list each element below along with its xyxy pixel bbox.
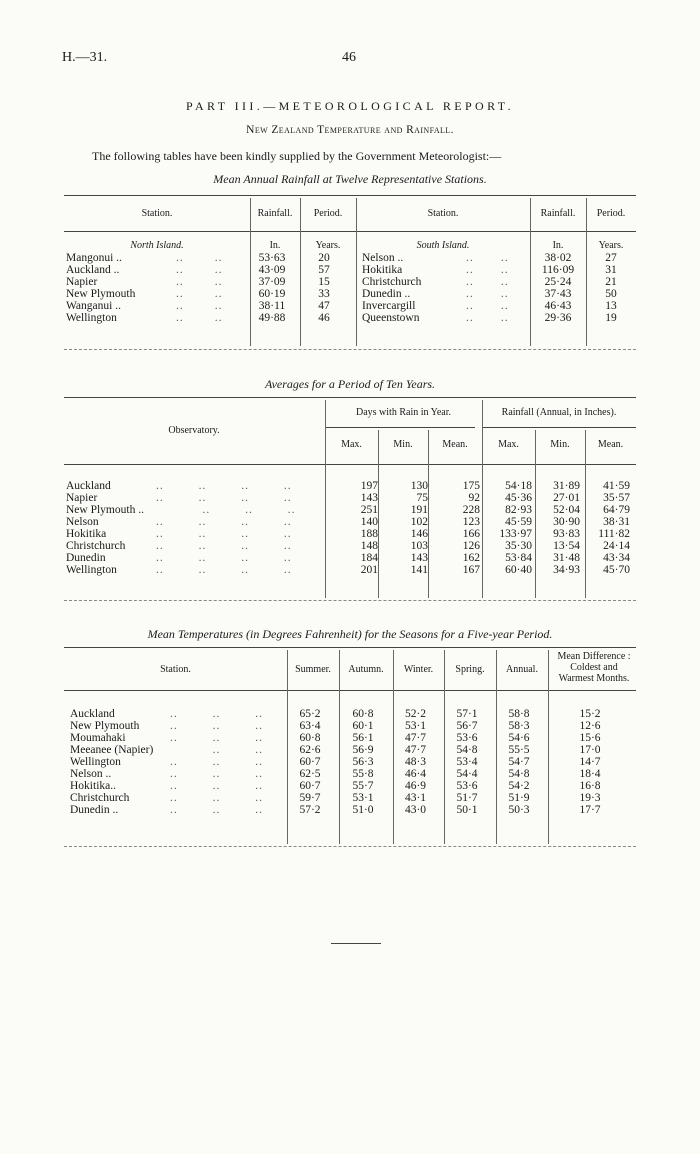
table2-bottom-rule bbox=[64, 600, 636, 601]
rain-max: 53·84 bbox=[505, 552, 532, 564]
table-row: Auckland .. .. .. .. 197 130 175 54·18 31·89 41·59 bbox=[66, 480, 630, 492]
table2-header-rainfall: Rainfall (Annual, in Inches). bbox=[501, 407, 617, 418]
spring-temp: 51·7 bbox=[456, 792, 478, 804]
winter-temp: 53·1 bbox=[404, 720, 427, 732]
table1-header-station-south: Station. bbox=[427, 208, 459, 219]
table-row: Dunedin .. .. .. .. 57·2 51·0 43·0 50·1 50·3 17·7 bbox=[70, 804, 635, 816]
period-value: 33 bbox=[318, 288, 330, 300]
days-min: 143 bbox=[410, 552, 428, 564]
table2-rain-rule bbox=[482, 427, 636, 428]
subtitle: New Zealand Temperature and Rainfall. bbox=[246, 124, 454, 136]
days-max: 148 bbox=[360, 540, 378, 552]
station-name: New Plymouth bbox=[66, 288, 136, 300]
summer-temp: 62·5 bbox=[299, 768, 321, 780]
observatory-name: Nelson bbox=[66, 516, 99, 528]
annual-temp: 50·3 bbox=[508, 804, 530, 816]
table3-header-autumn: Autumn. bbox=[348, 664, 384, 675]
rain-min: 27·01 bbox=[553, 492, 580, 504]
table2-header-days: Days with Rain in Year. bbox=[356, 407, 451, 418]
rainfall-value: 46·43 bbox=[544, 300, 572, 312]
table3-header-station: Station. bbox=[160, 664, 191, 675]
table2-title: Averages for a Period of Ten Years. bbox=[264, 377, 436, 391]
document-reference: H.—31. bbox=[62, 50, 108, 65]
days-max: 197 bbox=[360, 480, 378, 492]
annual-temp: 54·2 bbox=[508, 780, 530, 792]
page-number: 46 bbox=[342, 50, 356, 65]
table-row: Hokitika .. .. 116·09 31 bbox=[362, 264, 636, 276]
winter-temp: 46·9 bbox=[404, 780, 427, 792]
mean-difference: 16·8 bbox=[579, 780, 601, 792]
rain-mean: 24·14 bbox=[603, 540, 630, 552]
table2-rows bbox=[66, 480, 630, 576]
rain-mean: 35·57 bbox=[603, 492, 630, 504]
days-min: 130 bbox=[410, 480, 428, 492]
table-row: Wellington .. .. 49·88 46 bbox=[66, 312, 352, 324]
table1-header-rule bbox=[64, 231, 636, 232]
autumn-temp: 60·8 bbox=[352, 708, 374, 720]
south-unit-years: Years. bbox=[598, 240, 624, 251]
days-max: 184 bbox=[360, 552, 378, 564]
header-line: Coldest and bbox=[570, 662, 618, 673]
north-unit-inches: In. bbox=[269, 240, 281, 251]
table2-top-rule bbox=[64, 397, 636, 398]
period-value: 47 bbox=[318, 300, 330, 312]
rain-mean: 111·82 bbox=[598, 528, 630, 540]
days-max: 143 bbox=[360, 492, 378, 504]
table-row: New Plymouth .. .. .. .. 251 191 228 82·93 52·04 64·79 bbox=[66, 504, 630, 516]
observatory-name: Dunedin bbox=[66, 552, 106, 564]
table2-header-observatory: Observatory. bbox=[168, 425, 220, 436]
period-value: 57 bbox=[318, 264, 330, 276]
north-unit-years: Years. bbox=[315, 240, 341, 251]
annual-temp: 54·8 bbox=[508, 768, 530, 780]
observatory-name: Hokitika bbox=[66, 528, 107, 540]
spring-temp: 56·7 bbox=[456, 720, 478, 732]
table3-title: Mean Temperatures (in Degrees Fahrenheit) for the Seasons for a Five-year Period. bbox=[147, 627, 553, 641]
rain-min: 52·04 bbox=[553, 504, 580, 516]
summer-temp: 60·8 bbox=[299, 732, 321, 744]
rainfall-value: 25·24 bbox=[544, 276, 572, 288]
table-row: Dunedin .. .. .. 37·43 50 bbox=[362, 288, 636, 300]
winter-temp: 43·1 bbox=[404, 792, 427, 804]
table-row: Christchurch .. .. 25·24 21 bbox=[362, 276, 636, 288]
rainfall-value: 60·19 bbox=[258, 288, 286, 300]
days-min: 191 bbox=[410, 504, 428, 516]
table-row: Napier .. .. .. .. 143 75 92 45·36 27·01 35·57 bbox=[66, 492, 630, 504]
rainfall-value: 29·36 bbox=[544, 312, 572, 324]
station-name: Wellington bbox=[66, 312, 117, 324]
station-name: Christchurch bbox=[70, 792, 130, 804]
table3-header-mean-difference bbox=[548, 651, 640, 684]
days-min: 103 bbox=[410, 540, 428, 552]
station-name: Moumahaki bbox=[70, 732, 126, 744]
autumn-temp: 51·0 bbox=[352, 804, 374, 816]
spring-temp: 57·1 bbox=[456, 708, 478, 720]
table3-top-rule bbox=[64, 647, 636, 648]
station-name: Queenstown bbox=[362, 312, 420, 324]
table-row: Hokitika .. .. .. .. 188 146 166 133·97 93·83 111·82 bbox=[66, 528, 630, 540]
days-mean: 123 bbox=[462, 516, 480, 528]
table2-days-rule bbox=[325, 427, 475, 428]
table1-top-rule bbox=[64, 195, 636, 196]
table2-header-rain-mean: Mean. bbox=[597, 439, 624, 450]
autumn-temp: 53·1 bbox=[352, 792, 374, 804]
spring-temp: 53·4 bbox=[456, 756, 478, 768]
table1-north-rows bbox=[66, 252, 352, 324]
station-name: Mangonui .. bbox=[66, 252, 122, 264]
spring-temp: 54·8 bbox=[456, 744, 478, 756]
table1-title: Mean Annual Rainfall at Twelve Representative Stations. bbox=[213, 172, 487, 186]
observatory-name: Napier bbox=[66, 492, 98, 504]
part-title: PART III.—METEOROLOGICAL REPORT. bbox=[185, 99, 515, 113]
table1-header-rainfall-north: Rainfall. bbox=[257, 208, 293, 219]
summer-temp: 63·4 bbox=[299, 720, 321, 732]
station-name: Dunedin .. bbox=[70, 804, 119, 816]
intro-text: The following tables have been kindly supplied by the Government Meteorologist:— bbox=[92, 149, 502, 163]
annual-temp: 55·5 bbox=[508, 744, 530, 756]
header-line: Mean Difference : bbox=[557, 651, 631, 662]
end-rule bbox=[331, 943, 381, 944]
rainfall-value: 38·11 bbox=[258, 300, 286, 312]
table-row: Dunedin .. .. .. .. 184 143 162 53·84 31·48 43·34 bbox=[66, 552, 630, 564]
table-row: Christchurch .. .. .. 59·7 53·1 43·1 51·7 51·9 19·3 bbox=[70, 792, 635, 804]
period-value: 20 bbox=[318, 252, 330, 264]
station-name: Nelson .. bbox=[70, 768, 112, 780]
annual-temp: 58·8 bbox=[508, 708, 530, 720]
winter-temp: 47·7 bbox=[404, 732, 427, 744]
rainfall-value: 38·02 bbox=[544, 252, 572, 264]
table1-header-station-north: Station. bbox=[141, 208, 173, 219]
mean-difference: 15·2 bbox=[579, 708, 601, 720]
station-name: Dunedin .. bbox=[362, 288, 411, 300]
summer-temp: 65·2 bbox=[299, 708, 321, 720]
rain-max: 82·93 bbox=[505, 504, 532, 516]
table2-header-days-mean: Mean. bbox=[442, 439, 468, 450]
winter-temp: 52·2 bbox=[404, 708, 427, 720]
rain-max: 35·30 bbox=[505, 540, 532, 552]
days-mean: 162 bbox=[462, 552, 480, 564]
table-row: Nelson .. .. .. 38·02 27 bbox=[362, 252, 636, 264]
spring-temp: 53·6 bbox=[456, 732, 478, 744]
table-row: Nelson .. .. .. .. 140 102 123 45·59 30·90 38·31 bbox=[66, 516, 630, 528]
table3-rows bbox=[70, 708, 635, 816]
period-value: 31 bbox=[605, 264, 617, 276]
rainfall-value: 49·88 bbox=[258, 312, 286, 324]
rain-mean: 43·34 bbox=[603, 552, 630, 564]
rain-max: 133·97 bbox=[499, 528, 532, 540]
summer-temp: 60·7 bbox=[299, 780, 321, 792]
summer-temp: 59·7 bbox=[299, 792, 321, 804]
station-name: New Plymouth bbox=[70, 720, 140, 732]
winter-temp: 48·3 bbox=[404, 756, 427, 768]
rain-mean: 38·31 bbox=[603, 516, 630, 528]
days-min: 141 bbox=[410, 564, 428, 576]
station-name: Auckland bbox=[70, 708, 115, 720]
observatory-name: Christchurch bbox=[66, 540, 126, 552]
table-row: New Plymouth .. .. 60·19 33 bbox=[66, 288, 352, 300]
rain-min: 31·89 bbox=[553, 480, 580, 492]
station-name: Nelson .. bbox=[362, 252, 404, 264]
mean-difference: 18·4 bbox=[579, 768, 601, 780]
rain-min: 30·90 bbox=[553, 516, 580, 528]
rain-max: 45·59 bbox=[505, 516, 532, 528]
period-value: 19 bbox=[605, 312, 617, 324]
autumn-temp: 55·7 bbox=[352, 780, 374, 792]
winter-temp: 46·4 bbox=[404, 768, 427, 780]
table-row: Meeanee (Napier) .. .. 62·6 56·9 47·7 54·8 55·5 17·0 bbox=[70, 744, 635, 756]
table3-header-spring: Spring. bbox=[455, 664, 485, 675]
summer-temp: 62·6 bbox=[299, 744, 321, 756]
winter-temp: 47·7 bbox=[404, 744, 427, 756]
table1-divider bbox=[356, 198, 357, 346]
days-min: 146 bbox=[410, 528, 428, 540]
days-min: 75 bbox=[416, 492, 428, 504]
table-row: Auckland .. .. .. 43·09 57 bbox=[66, 264, 352, 276]
mean-difference: 17·7 bbox=[579, 804, 601, 816]
period-value: 21 bbox=[605, 276, 617, 288]
observatory-name: Wellington bbox=[66, 564, 117, 576]
station-name: Invercargill bbox=[362, 300, 416, 312]
summer-temp: 57·2 bbox=[299, 804, 321, 816]
rain-max: 54·18 bbox=[505, 480, 532, 492]
period-value: 13 bbox=[605, 300, 617, 312]
table-row: Wanganui .. .. .. 38·11 47 bbox=[66, 300, 352, 312]
rainfall-value: 53·63 bbox=[258, 252, 286, 264]
station-name: Wellington bbox=[70, 756, 121, 768]
station-name: Meeanee (Napier) bbox=[70, 744, 154, 756]
table-row: Wellington .. .. .. 60·7 56·3 48·3 53·4 54·7 14·7 bbox=[70, 756, 635, 768]
table2-header-days-max: Max. bbox=[341, 439, 362, 450]
annual-temp: 54·7 bbox=[508, 756, 530, 768]
station-name: Christchurch bbox=[362, 276, 422, 288]
rain-min: 13·54 bbox=[553, 540, 580, 552]
table-row: Queenstown .. .. 29·36 19 bbox=[362, 312, 636, 324]
table-row: Auckland .. .. .. 65·2 60·8 52·2 57·1 58·8 15·2 bbox=[70, 708, 635, 720]
table-row: Mangonui .. .. .. 53·63 20 bbox=[66, 252, 352, 264]
days-mean: 126 bbox=[462, 540, 480, 552]
days-max: 140 bbox=[360, 516, 378, 528]
summer-temp: 60·7 bbox=[299, 756, 321, 768]
days-mean: 228 bbox=[462, 504, 480, 516]
rain-min: 93·83 bbox=[553, 528, 580, 540]
rain-mean: 64·79 bbox=[603, 504, 630, 516]
annual-temp: 58·3 bbox=[508, 720, 530, 732]
rain-max: 60·40 bbox=[505, 564, 532, 576]
station-name: Auckland .. bbox=[66, 264, 120, 276]
header-line: Warmest Months. bbox=[558, 673, 630, 684]
rain-mean: 41·59 bbox=[603, 480, 630, 492]
days-mean: 167 bbox=[462, 564, 480, 576]
mean-difference: 15·6 bbox=[579, 732, 601, 744]
table3-header-rule bbox=[64, 690, 636, 691]
south-unit-inches: In. bbox=[552, 240, 564, 251]
autumn-temp: 60·1 bbox=[352, 720, 374, 732]
table2-header-rain-min: Min. bbox=[550, 439, 570, 450]
spring-temp: 53·6 bbox=[456, 780, 478, 792]
table-row: Wellington .. .. .. .. 201 141 167 60·40 34·93 45·70 bbox=[66, 564, 630, 576]
rain-min: 31·48 bbox=[553, 552, 580, 564]
days-mean: 92 bbox=[468, 492, 480, 504]
rainfall-value: 37·43 bbox=[544, 288, 572, 300]
autumn-temp: 55·8 bbox=[352, 768, 374, 780]
period-value: 27 bbox=[605, 252, 617, 264]
days-max: 188 bbox=[360, 528, 378, 540]
mean-difference: 14·7 bbox=[579, 756, 601, 768]
rainfall-value: 37·09 bbox=[258, 276, 286, 288]
days-mean: 175 bbox=[462, 480, 480, 492]
table1-header-rainfall-south: Rainfall. bbox=[540, 208, 576, 219]
annual-temp: 54·6 bbox=[508, 732, 530, 744]
table-row: Hokitika.. .. .. .. 60·7 55·7 46·9 53·6 54·2 16·8 bbox=[70, 780, 635, 792]
table-row: Christchurch .. .. .. .. 148 103 126 35·30 13·54 24·14 bbox=[66, 540, 630, 552]
autumn-temp: 56·3 bbox=[352, 756, 374, 768]
period-value: 46 bbox=[318, 312, 330, 324]
observatory-name: New Plymouth .. bbox=[66, 504, 144, 516]
table-row: Invercargill .. .. 46·43 13 bbox=[362, 300, 636, 312]
table-row: Nelson .. .. .. .. 62·5 55·8 46·4 54·4 54·8 18·4 bbox=[70, 768, 635, 780]
mean-difference: 17·0 bbox=[579, 744, 601, 756]
station-name: Hokitika.. bbox=[70, 780, 116, 792]
days-max: 251 bbox=[360, 504, 378, 516]
rain-min: 34·93 bbox=[553, 564, 580, 576]
table3-header-annual: Annual. bbox=[506, 664, 538, 675]
observatory-name: Auckland bbox=[66, 480, 111, 492]
table-row: New Plymouth .. .. .. 63·4 60·1 53·1 56·7 58·3 12·6 bbox=[70, 720, 635, 732]
table3-header-summer: Summer. bbox=[295, 664, 331, 675]
table1-bottom-rule bbox=[64, 349, 636, 350]
table1-header-period-north: Period. bbox=[313, 208, 343, 219]
station-name: Hokitika bbox=[362, 264, 403, 276]
autumn-temp: 56·1 bbox=[352, 732, 374, 744]
mean-difference: 12·6 bbox=[579, 720, 601, 732]
table1-header-period-south: Period. bbox=[596, 208, 626, 219]
table-row: Moumahaki .. .. .. 60·8 56·1 47·7 53·6 54·6 15·6 bbox=[70, 732, 635, 744]
days-mean: 166 bbox=[462, 528, 480, 540]
rainfall-value: 43·09 bbox=[258, 264, 286, 276]
south-island-label: South Island. bbox=[416, 240, 470, 251]
north-island-label: North Island. bbox=[130, 240, 184, 251]
mean-difference: 19·3 bbox=[579, 792, 601, 804]
table-row: Napier .. .. 37·09 15 bbox=[66, 276, 352, 288]
table3-header-winter: Winter. bbox=[403, 664, 434, 675]
spring-temp: 54·4 bbox=[456, 768, 478, 780]
annual-temp: 51·9 bbox=[508, 792, 530, 804]
winter-temp: 43·0 bbox=[404, 804, 427, 816]
spring-temp: 50·1 bbox=[456, 804, 478, 816]
rainfall-value: 116·09 bbox=[541, 264, 575, 276]
rain-mean: 45·70 bbox=[603, 564, 630, 576]
station-name: Napier bbox=[66, 276, 98, 288]
period-value: 50 bbox=[605, 288, 617, 300]
table1-south-rows bbox=[362, 252, 636, 324]
days-min: 102 bbox=[410, 516, 428, 528]
autumn-temp: 56·9 bbox=[352, 744, 374, 756]
days-max: 201 bbox=[360, 564, 378, 576]
station-name: Wanganui .. bbox=[66, 300, 121, 312]
period-value: 15 bbox=[318, 276, 330, 288]
rain-max: 45·36 bbox=[505, 492, 532, 504]
table3-bottom-rule bbox=[64, 846, 636, 847]
table2-header-rain-max: Max. bbox=[498, 439, 519, 450]
table2-header-days-min: Min. bbox=[393, 439, 413, 450]
table2-header-rule bbox=[64, 464, 636, 465]
